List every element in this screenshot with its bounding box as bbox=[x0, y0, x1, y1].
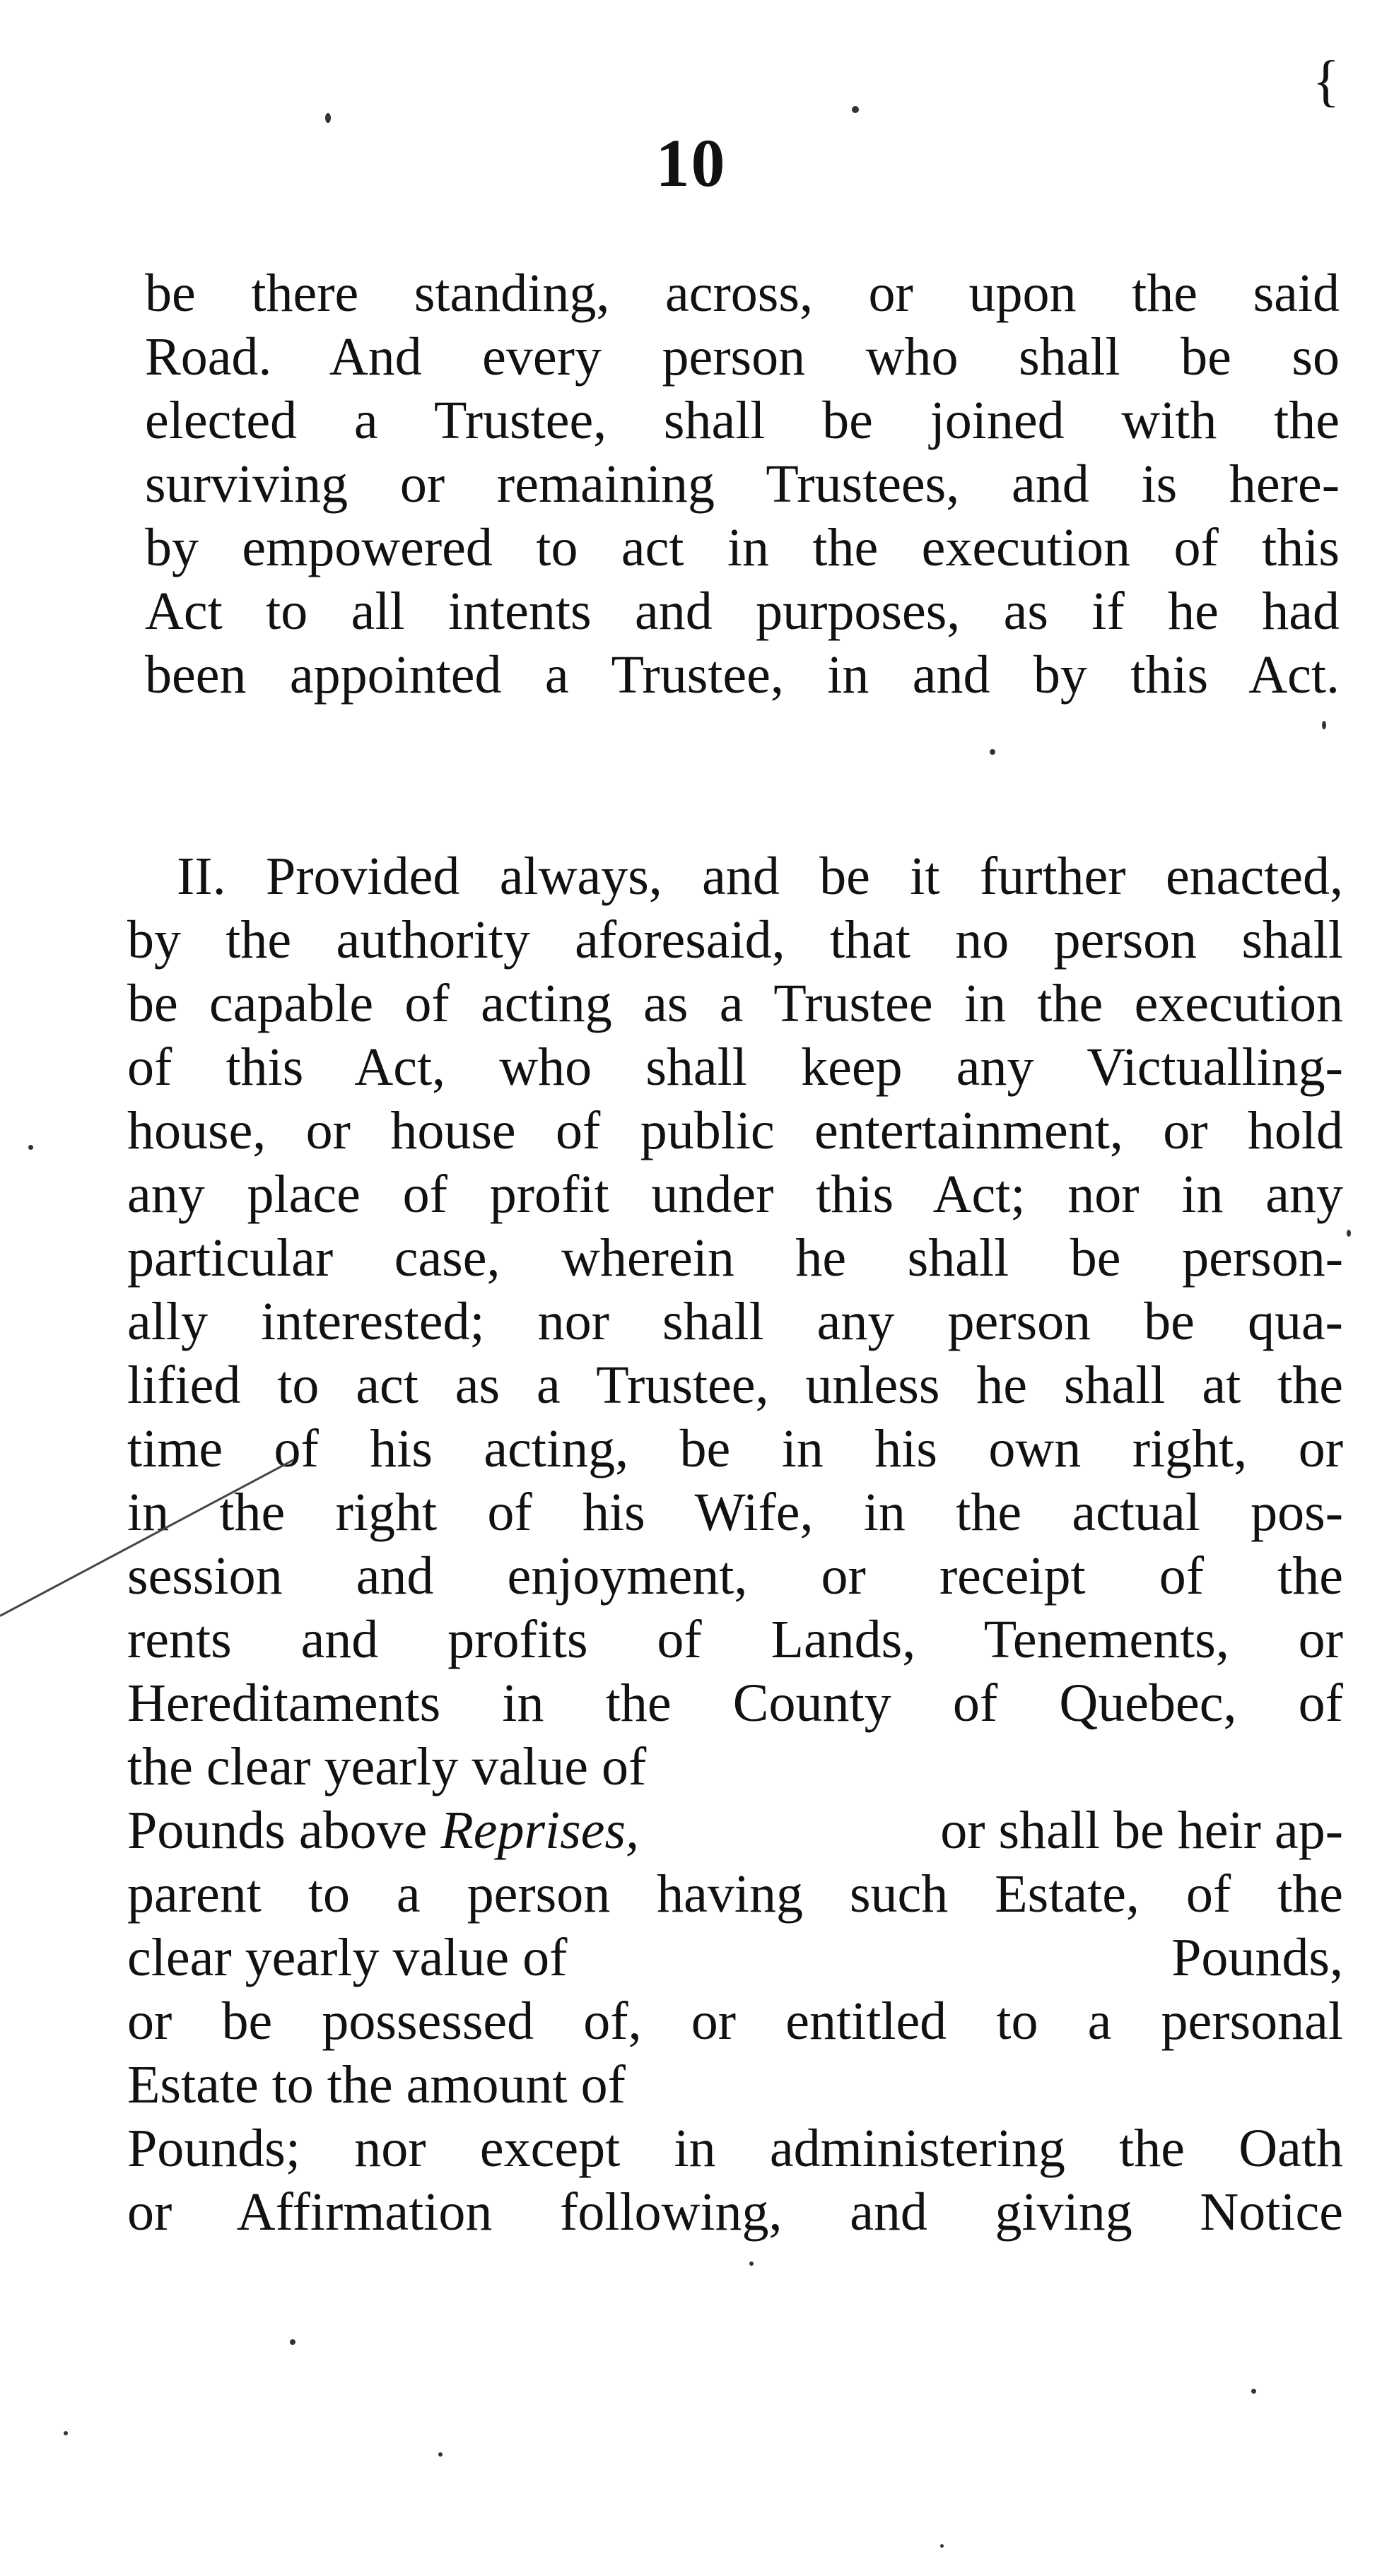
text-line-with-italic bbox=[127, 1799, 1343, 1862]
text-line: lified to act as a Trustee, unless he shall at the bbox=[127, 1355, 1343, 1415]
italic-term: Reprises, bbox=[440, 1801, 640, 1860]
text-fragment: Pounds above bbox=[127, 1801, 428, 1860]
ink-speck bbox=[852, 106, 859, 113]
text-line: be capable of acting as a Trustee in the execution bbox=[127, 974, 1343, 1033]
paragraph-continuation bbox=[145, 261, 1340, 707]
ink-speck bbox=[64, 2431, 68, 2435]
text-line: been appointed a Trustee, in and by this Act. bbox=[145, 645, 1340, 705]
text-line: elected a Trustee, shall be joined with the bbox=[145, 391, 1340, 450]
text-line: ally interested; nor shall any person be qua- bbox=[127, 1292, 1343, 1351]
text-line: by empowered to act in the execution of this bbox=[145, 518, 1340, 577]
text-fragment: clear yearly value of bbox=[127, 1928, 568, 1987]
text-line: in the right of his Wife, in the actual pos- bbox=[127, 1483, 1343, 1542]
text-line: II. Provided always, and be it further enacted, bbox=[177, 847, 1343, 906]
text-line: by the authority aforesaid, that no person shall bbox=[127, 910, 1343, 970]
page-number: 10 bbox=[655, 125, 727, 201]
text-line: Pounds; nor except in administering the Oath bbox=[127, 2119, 1343, 2178]
text-line: session and enjoyment, or receipt of the bbox=[127, 1546, 1343, 1606]
text-line: Hereditaments in the County of Quebec, of bbox=[127, 1674, 1343, 1733]
text-line: parent to a person having such Estate, of the bbox=[127, 1864, 1343, 1924]
ink-speck bbox=[940, 2544, 944, 2548]
ink-speck bbox=[990, 749, 995, 755]
text-line: house, or house of public entertainment, or hold bbox=[127, 1101, 1343, 1160]
text-line: Estate to the amount of bbox=[127, 2055, 626, 2115]
text-line: particular case, wherein he shall be person- bbox=[127, 1228, 1343, 1288]
text-line: rents and profits of Lands, Tenements, or bbox=[127, 1610, 1343, 1669]
text-line: Road. And every person who shall be so bbox=[145, 327, 1340, 387]
text-fragment: Pounds, bbox=[1171, 1928, 1343, 1987]
ink-speck bbox=[1251, 2389, 1256, 2394]
corner-mark: { bbox=[1312, 50, 1340, 112]
text-line: of this Act, who shall keep any Victualling- bbox=[127, 1037, 1343, 1097]
text-line: time of his acting, be in his own right, or bbox=[127, 1419, 1343, 1478]
text-line: be there standing, across, or upon the said bbox=[145, 264, 1340, 323]
text-line: any place of profit under this Act; nor in any bbox=[127, 1165, 1343, 1224]
section-ii-paragraph bbox=[127, 845, 1343, 2244]
ink-speck bbox=[28, 1145, 33, 1150]
ink-speck bbox=[290, 2339, 295, 2345]
ink-speck bbox=[438, 2452, 443, 2457]
text-line: or Affirmation following, and giving Notice bbox=[127, 2182, 1343, 2242]
text-line: Act to all intents and purposes, as if he had bbox=[145, 582, 1340, 641]
ink-speck bbox=[325, 113, 331, 123]
ink-speck bbox=[1322, 721, 1326, 729]
ink-speck bbox=[1347, 1230, 1351, 1237]
text-fragment: or shall be heir ap- bbox=[940, 1801, 1343, 1860]
ink-speck bbox=[749, 2262, 754, 2266]
text-line-with-blank bbox=[127, 1926, 1343, 1989]
text-line: or be possessed of, or entitled to a personal bbox=[127, 1992, 1343, 2051]
text-line: the clear yearly value of bbox=[127, 1737, 647, 1796]
text-line: surviving or remaining Trustees, and is here- bbox=[145, 454, 1340, 514]
